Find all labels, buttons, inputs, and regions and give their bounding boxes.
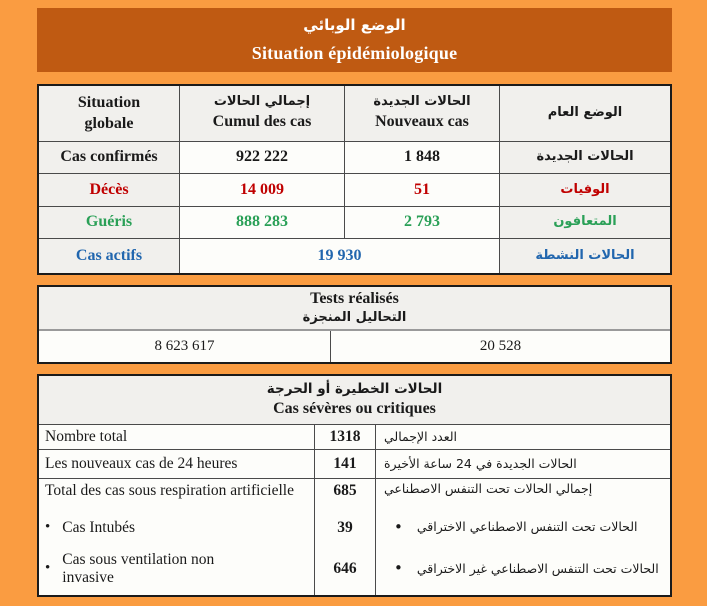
header-situation-line1: Situation — [77, 93, 141, 111]
banner-title-arabic: الوضع الوبائي — [303, 16, 406, 34]
severe-title-french: Cas sévères ou critiques — [273, 399, 436, 417]
header-cell-situation-globale — [39, 86, 179, 141]
row-respiration-label-fr: Total des cas sous respiration artificielle — [39, 478, 314, 512]
header-cumul-french: Cumul des cas — [212, 113, 312, 131]
row-recovered-cumul: 888 283 — [179, 206, 344, 238]
tests-title-arabic: التحاليل المنجزة — [302, 309, 407, 325]
row-24h-label-fr: Les nouveaux cas de 24 heures — [39, 449, 314, 478]
header-nouveaux-french: Nouveaux cas — [375, 113, 469, 131]
row-active-value: 19 930 — [179, 238, 499, 273]
row-total-label-ar: العدد الإجمالي — [375, 424, 670, 449]
row-deaths-nouveaux: 51 — [344, 173, 499, 206]
header-general-arabic: الوضع العام — [547, 105, 623, 121]
row-total-label-fr: Nombre total — [39, 424, 314, 449]
header-cell-cumul — [179, 86, 344, 141]
row-recovered-nouveaux: 2 793 — [344, 206, 499, 238]
global-situation-table — [37, 84, 672, 275]
header-cell-nouveaux — [344, 86, 499, 141]
banner-title-french: Situation épidémiologique — [251, 43, 458, 63]
row-noninvasive-label-ar — [375, 543, 670, 595]
tests-nouveaux-value: 20 528 — [330, 331, 670, 362]
intubated-label-text: • Cas Intubés — [62, 518, 136, 536]
header-cumul-arabic: إجمالي الحالات — [213, 94, 311, 110]
tests-table-header — [39, 287, 670, 331]
row-active-label-ar: الحالات النشطة — [499, 238, 670, 273]
row-total-value: 1318 — [314, 424, 375, 449]
tests-cumul-value: 8 623 617 — [39, 331, 330, 362]
row-confirmed-label-fr: Cas confirmés — [39, 141, 179, 173]
row-respiration-value: 685 — [314, 478, 375, 512]
row-confirmed-nouveaux: 1 848 — [344, 141, 499, 173]
row-24h-value: 141 — [314, 449, 375, 478]
severe-title-arabic: الحالات الخطيرة أو الحرجة — [266, 381, 443, 398]
tests-title-french: Tests réalisés — [310, 290, 399, 308]
row-confirmed-label-ar: الحالات الجديدة — [499, 141, 670, 173]
header-banner — [37, 8, 672, 72]
noninvasive-label-text-ar: الحالات تحت التنفس الاصطناعي غير الاختراقي — [416, 560, 659, 576]
row-respiration-label-ar: إجمالي الحالات تحت التنفس الاصطناعي — [375, 478, 670, 512]
noninvasive-label-text: • Cas sous ventilation non invasive — [62, 551, 215, 586]
header-nouveaux-arabic: الحالات الجديدة — [373, 94, 471, 110]
row-active-label-fr: Cas actifs — [39, 238, 179, 273]
row-deaths-label-ar: الوفيات — [499, 173, 670, 206]
row-intubated-value: 39 — [314, 512, 375, 543]
row-recovered-label-fr: Guéris — [39, 206, 179, 238]
severe-table-header — [39, 376, 670, 424]
row-deaths-cumul: 14 009 — [179, 173, 344, 206]
row-deaths-label-fr: Décès — [39, 173, 179, 206]
row-confirmed-cumul: 922 222 — [179, 141, 344, 173]
severe-cases-table — [37, 374, 672, 597]
row-intubated-label-fr — [39, 512, 314, 543]
row-noninvasive-value: 646 — [314, 543, 375, 595]
row-recovered-label-ar: المتعافون — [499, 206, 670, 238]
row-noninvasive-label-fr — [39, 543, 314, 595]
tests-table — [37, 285, 672, 364]
header-cell-general-situation — [499, 86, 670, 141]
intubated-label-text-ar: الحالات تحت التنفس الاصطناعي الاختراقي — [416, 519, 638, 535]
row-intubated-label-ar — [375, 512, 670, 543]
row-24h-label-ar: الحالات الجديدة في 24 ساعة الأخيرة — [375, 449, 670, 478]
header-situation-line2: globale — [84, 115, 134, 132]
